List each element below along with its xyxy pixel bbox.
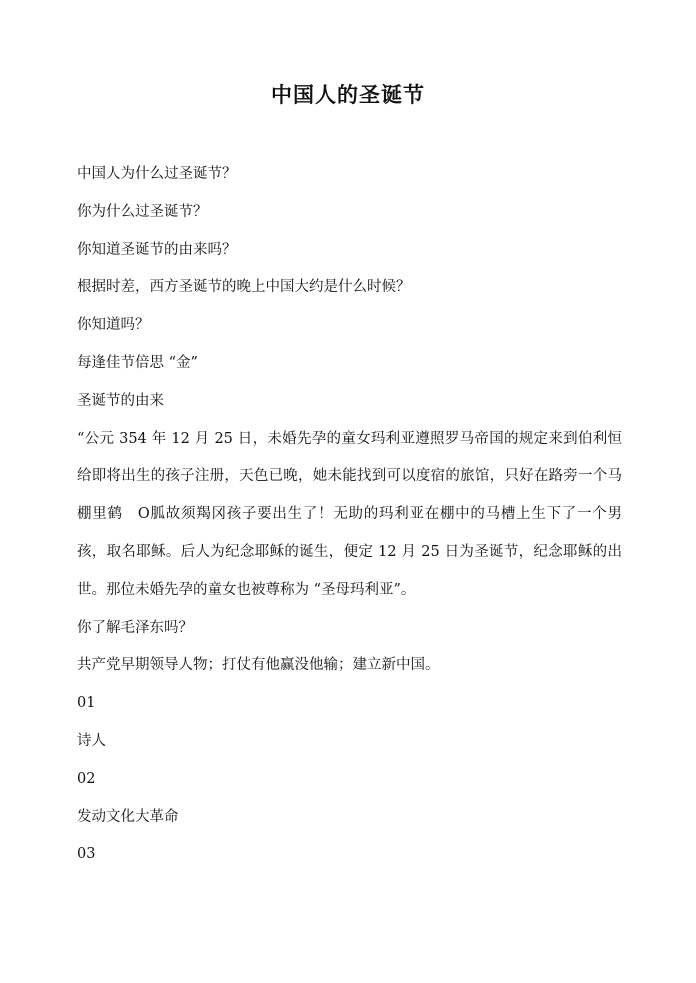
- list-number-02: 02: [77, 770, 96, 787]
- question-line-mao: 你了解毛泽东吗？: [77, 619, 193, 636]
- question-line-1: 中国人为什么过圣诞节？: [77, 166, 237, 182]
- document-title: 中国人的圣诞节: [271, 82, 425, 107]
- section-heading-origin: 圣诞节的由来: [77, 392, 164, 409]
- list-item-poet: 诗人: [77, 732, 106, 749]
- saying-line: 每逢佳节倍思 “金”: [77, 354, 198, 371]
- document-body: [77, 156, 622, 874]
- list-number-01: 01: [77, 695, 96, 712]
- answer-line: 共产党早期领导人物；打仗有他赢没他输；建立新中国。: [77, 657, 440, 674]
- list-item-cultural-revolution: 发动文化大革命: [77, 808, 179, 825]
- question-line-2: 你为什么过圣诞节？: [77, 203, 208, 220]
- list-number-03: 03: [77, 846, 96, 863]
- question-line-4: 根据时差，西方圣诞节的晚上中国大约是什么时候？: [77, 279, 411, 296]
- question-line-5: 你知道吗？: [77, 317, 150, 334]
- question-line-3: 你知道圣诞节的由来吗？: [77, 241, 237, 258]
- christmas-origin-paragraph: “公元 354 年 12 月 25 日，未婚先孕的童女玛利亚遵照罗马帝国的规定来到伯利恒给即将出生的孩子注册，天色已晚，她未能找到可以度宿的旅馆，只好在路旁一个马棚里鹤 O胍故须羯冈孩子要出生了！无助的玛利亚在棚中的马槽上生下了一个男孩，取名耶稣。后人为纪念耶稣的诞生，便定 12 月 25 日为圣诞节，纪念耶稣的出世。那位未婚先孕的童女也被尊称为 “圣母玛利亚”。: [77, 430, 622, 598]
